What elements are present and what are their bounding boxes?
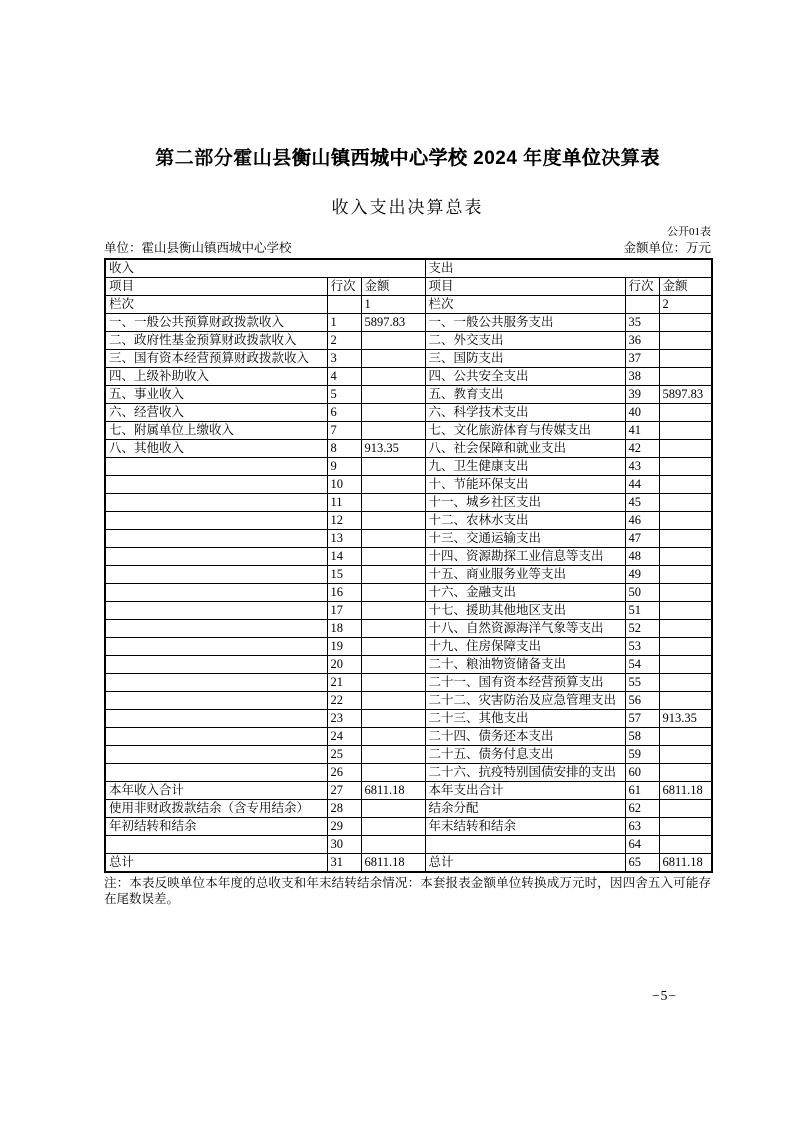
title-segment: 山 (311, 148, 331, 169)
income-amount-cell (361, 584, 425, 602)
form-code: 公开01表 (667, 226, 711, 238)
income-amount-cell (361, 692, 425, 710)
income-expense-table (104, 258, 713, 873)
income-amount-cell: 1 (361, 296, 425, 314)
expense-item-cell: 二十、粮油物资储备支出 (425, 656, 625, 674)
expense-item-cell: 二十五、债务付息支出 (425, 746, 625, 764)
income-line-no-cell: 28 (327, 800, 361, 818)
column-header-row (105, 278, 712, 296)
expense-amount-cell (659, 674, 712, 692)
expense-amount-cell (659, 404, 712, 422)
table-title: 收入支出决算总表 (331, 198, 484, 217)
expense-item-cell: 六、科学技术支出 (425, 404, 625, 422)
expense-amount-cell (659, 314, 712, 332)
expense-amount-cell (659, 548, 712, 566)
expense-amount-cell (659, 512, 712, 530)
expense-item-cell: 结余分配 (425, 800, 625, 818)
income-item-cell: 总计 (105, 854, 327, 873)
income-line-no-cell: 25 (327, 746, 361, 764)
table-row (105, 566, 712, 584)
income-item-cell (105, 638, 327, 656)
table-row (105, 728, 712, 746)
title-segment: 第二部分霍山县 (155, 148, 292, 169)
income-amount-cell (361, 728, 425, 746)
col-header-expense-item: 项目 (425, 278, 625, 296)
income-amount-cell (361, 620, 425, 638)
income-amount-cell (361, 422, 425, 440)
income-line-no-cell: 16 (327, 584, 361, 602)
income-amount-cell (361, 530, 425, 548)
income-line-no-cell: 9 (327, 458, 361, 476)
income-item-cell (105, 656, 327, 674)
income-amount-cell (361, 404, 425, 422)
col-header-income-line-no: 行次 (327, 278, 361, 296)
expense-amount-cell (659, 620, 712, 638)
income-line-no-cell: 27 (327, 782, 361, 800)
expense-item-cell: 二、外交支出 (425, 332, 625, 350)
income-amount-cell (361, 602, 425, 620)
income-item-cell (105, 458, 327, 476)
col-header-expense-amount: 金额 (659, 278, 712, 296)
expense-amount-cell (659, 836, 712, 854)
income-item-cell (105, 836, 327, 854)
expense-item-cell: 十一、城乡社区支出 (425, 494, 625, 512)
expense-line-no-cell: 39 (625, 386, 659, 404)
expense-line-no-cell: 51 (625, 602, 659, 620)
expense-amount-cell: 5897.83 (659, 386, 712, 404)
income-item-cell: 四、上级补助收入 (105, 368, 327, 386)
table-row (105, 584, 712, 602)
expense-line-no-cell: 55 (625, 674, 659, 692)
income-line-no-cell: 2 (327, 332, 361, 350)
income-item-cell (105, 620, 327, 638)
income-amount-cell (361, 800, 425, 818)
expense-amount-cell (659, 818, 712, 836)
expense-item-cell: 十三、交通运输支出 (425, 530, 625, 548)
table-row (105, 692, 712, 710)
table-row (105, 764, 712, 782)
expense-line-no-cell: 52 (625, 620, 659, 638)
income-item-cell: 七、附属单位上缴收入 (105, 422, 327, 440)
expense-item-cell: 十九、住房保障支出 (425, 638, 625, 656)
expense-line-no-cell: 64 (625, 836, 659, 854)
expense-line-no-cell (625, 296, 659, 314)
expense-amount-cell (659, 422, 712, 440)
income-line-no-cell: 14 (327, 548, 361, 566)
title-segment-heavy: 镇西城中心学校 (330, 148, 468, 169)
table-row (105, 422, 712, 440)
income-line-no-cell: 20 (327, 656, 361, 674)
table-row (105, 350, 712, 368)
table-row (105, 836, 712, 854)
title-segment: 2024 年度 (467, 148, 563, 169)
income-item-cell (105, 764, 327, 782)
income-amount-cell (361, 638, 425, 656)
expense-item-cell: 十六、金融支出 (425, 584, 625, 602)
table-row (105, 800, 712, 818)
table-row (105, 458, 712, 476)
expense-item-cell: 本年支出合计 (425, 782, 625, 800)
income-item-cell (105, 494, 327, 512)
expense-section-header: 支出 (425, 259, 712, 278)
income-line-no-cell: 19 (327, 638, 361, 656)
income-amount-cell (361, 566, 425, 584)
income-line-no-cell: 31 (327, 854, 361, 873)
income-amount-cell (361, 818, 425, 836)
income-line-no-cell: 24 (327, 728, 361, 746)
income-item-cell (105, 728, 327, 746)
income-item-cell: 二、政府性基金预算财政拨款收入 (105, 332, 327, 350)
expense-item-cell: 二十一、国有资本经营预算支出 (425, 674, 625, 692)
expense-line-no-cell: 48 (625, 548, 659, 566)
table-row (105, 314, 712, 332)
table-row (105, 638, 712, 656)
table-row (105, 494, 712, 512)
expense-line-no-cell: 49 (625, 566, 659, 584)
table-row (105, 440, 712, 458)
page-number: −5− (652, 988, 677, 1003)
expense-item-cell: 十七、援助其他地区支出 (425, 602, 625, 620)
income-amount-cell (361, 494, 425, 512)
income-line-no-cell: 6 (327, 404, 361, 422)
expense-line-no-cell: 57 (625, 710, 659, 728)
income-line-no-cell: 12 (327, 512, 361, 530)
income-item-cell: 三、国有资本经营预算财政拨款收入 (105, 350, 327, 368)
document-title (104, 147, 711, 171)
expense-item-cell: 二十二、灾害防治及应急管理支出 (425, 692, 625, 710)
table-row (105, 854, 712, 873)
income-line-no-cell: 21 (327, 674, 361, 692)
income-item-cell (105, 530, 327, 548)
title-segment-heavy: 表 (640, 148, 660, 169)
income-item-cell (105, 476, 327, 494)
expense-item-cell: 十八、自然资源海洋气象等支出 (425, 620, 625, 638)
income-line-no-cell: 7 (327, 422, 361, 440)
expense-line-no-cell: 43 (625, 458, 659, 476)
income-line-no-cell: 17 (327, 602, 361, 620)
income-item-cell: 年初结转和结余 (105, 818, 327, 836)
expense-line-no-cell: 63 (625, 818, 659, 836)
income-amount-cell (361, 350, 425, 368)
expense-amount-cell (659, 350, 712, 368)
expense-amount-cell (659, 476, 712, 494)
expense-item-cell: 五、教育支出 (425, 386, 625, 404)
income-item-cell: 使用非财政拨款结余（含专用结余） (105, 800, 327, 818)
table-meta-row (104, 241, 711, 256)
income-amount-cell (361, 836, 425, 854)
income-item-cell (105, 512, 327, 530)
expense-item-cell: 十、节能环保支出 (425, 476, 625, 494)
income-line-no-cell: 10 (327, 476, 361, 494)
income-amount-cell: 6811.18 (361, 854, 425, 873)
income-line-no-cell: 26 (327, 764, 361, 782)
income-line-no-cell: 29 (327, 818, 361, 836)
income-line-no-cell: 1 (327, 314, 361, 332)
expense-item-cell: 九、卫生健康支出 (425, 458, 625, 476)
income-item-cell: 六、经营收入 (105, 404, 327, 422)
table-row (105, 620, 712, 638)
expense-line-no-cell: 47 (625, 530, 659, 548)
table-note: 注：本表反映单位本年度的总收支和年末结转结余情况：本套报表金额单位转换成万元时，因四舍五入可能存在尾数误差。 (104, 876, 711, 906)
table-row (105, 530, 712, 548)
expense-line-no-cell: 58 (625, 728, 659, 746)
expense-item-cell: 年末结转和结余 (425, 818, 625, 836)
table-row (105, 818, 712, 836)
income-amount-cell (361, 710, 425, 728)
unit-label: 单位：霍山县衡山镇西城中心学校 (104, 241, 292, 255)
expense-line-no-cell: 44 (625, 476, 659, 494)
table-row (105, 368, 712, 386)
income-amount-cell (361, 476, 425, 494)
income-line-no-cell: 4 (327, 368, 361, 386)
expense-item-cell: 一、一般公共服务支出 (425, 314, 625, 332)
income-item-cell (105, 674, 327, 692)
expense-amount-cell (659, 692, 712, 710)
income-amount-cell (361, 368, 425, 386)
expense-line-no-cell: 59 (625, 746, 659, 764)
income-amount-cell (361, 656, 425, 674)
income-item-cell (105, 602, 327, 620)
expense-item-cell: 总计 (425, 854, 625, 873)
income-item-cell: 栏次 (105, 296, 327, 314)
expense-line-no-cell: 65 (625, 854, 659, 873)
income-line-no-cell: 23 (327, 710, 361, 728)
expense-amount-cell (659, 458, 712, 476)
table-row (105, 296, 712, 314)
income-amount-cell (361, 548, 425, 566)
title-segment-heavy: 衡 (291, 148, 312, 169)
income-line-no-cell: 8 (327, 440, 361, 458)
col-header-income-amount: 金额 (361, 278, 425, 296)
income-item-cell (105, 746, 327, 764)
expense-amount-cell (659, 440, 712, 458)
expense-item-cell: 栏次 (425, 296, 625, 314)
expense-item-cell: 十五、商业服务业等支出 (425, 566, 625, 584)
expense-amount-cell (659, 728, 712, 746)
expense-line-no-cell: 54 (625, 656, 659, 674)
expense-amount-cell: 6811.18 (659, 782, 712, 800)
table-row (105, 782, 712, 800)
income-line-no-cell: 11 (327, 494, 361, 512)
expense-amount-cell (659, 494, 712, 512)
expense-line-no-cell: 45 (625, 494, 659, 512)
income-section-header: 收入 (105, 259, 425, 278)
expense-line-no-cell: 53 (625, 638, 659, 656)
table-row (105, 404, 712, 422)
expense-item-cell: 十四、资源勘探工业信息等支出 (425, 548, 625, 566)
expense-item-cell: 七、文化旅游体育与传媒支出 (425, 422, 625, 440)
income-line-no-cell: 3 (327, 350, 361, 368)
expense-line-no-cell: 36 (625, 332, 659, 350)
expense-amount-cell (659, 530, 712, 548)
income-line-no-cell: 30 (327, 836, 361, 854)
income-item-cell: 一、一般公共预算财政拨款收入 (105, 314, 327, 332)
table-body (105, 296, 712, 873)
expense-line-no-cell: 38 (625, 368, 659, 386)
expense-amount-cell (659, 746, 712, 764)
table-row (105, 386, 712, 404)
col-header-income-item: 项目 (105, 278, 327, 296)
expense-item-cell: 三、国防支出 (425, 350, 625, 368)
expense-amount-cell: 2 (659, 296, 712, 314)
expense-item-cell: 二十三、其他支出 (425, 710, 625, 728)
income-line-no-cell (327, 296, 361, 314)
table-row (105, 512, 712, 530)
expense-item-cell (425, 836, 625, 854)
expense-item-cell: 四、公共安全支出 (425, 368, 625, 386)
income-item-cell (105, 548, 327, 566)
income-amount-cell (361, 458, 425, 476)
income-item-cell (105, 584, 327, 602)
income-item-cell (105, 566, 327, 584)
expense-line-no-cell: 60 (625, 764, 659, 782)
income-line-no-cell: 5 (327, 386, 361, 404)
income-line-no-cell: 18 (327, 620, 361, 638)
income-item-cell (105, 692, 327, 710)
income-line-no-cell: 22 (327, 692, 361, 710)
section-header-row (105, 259, 712, 278)
expense-amount-cell (659, 566, 712, 584)
income-amount-cell (361, 674, 425, 692)
table-row (105, 548, 712, 566)
income-amount-cell: 6811.18 (361, 782, 425, 800)
table-row (105, 710, 712, 728)
table-row (105, 746, 712, 764)
page-content (104, 0, 711, 907)
expense-amount-cell: 913.35 (659, 710, 712, 728)
income-item-cell: 五、事业收入 (105, 386, 327, 404)
expense-item-cell: 十二、农林水支出 (425, 512, 625, 530)
expense-item-cell: 二十四、债务还本支出 (425, 728, 625, 746)
expense-amount-cell (659, 332, 712, 350)
income-item-cell (105, 710, 327, 728)
income-amount-cell (361, 512, 425, 530)
expense-item-cell: 八、社会保障和就业支出 (425, 440, 625, 458)
table-row (105, 656, 712, 674)
title-segment-heavy: 单位 (562, 148, 602, 169)
expense-line-no-cell: 42 (625, 440, 659, 458)
income-amount-cell (361, 764, 425, 782)
table-row (105, 476, 712, 494)
income-amount-cell: 913.35 (361, 440, 425, 458)
income-amount-cell (361, 332, 425, 350)
expense-amount-cell (659, 368, 712, 386)
expense-line-no-cell: 41 (625, 422, 659, 440)
title-segment: 决算 (601, 148, 641, 169)
amount-unit-label: 金额单位：万元 (623, 241, 711, 255)
income-amount-cell (361, 746, 425, 764)
income-item-cell: 八、其他收入 (105, 440, 327, 458)
col-header-expense-line-no: 行次 (625, 278, 659, 296)
expense-amount-cell (659, 638, 712, 656)
expense-line-no-cell: 56 (625, 692, 659, 710)
income-amount-cell: 5897.83 (361, 314, 425, 332)
table-row (105, 332, 712, 350)
expense-line-no-cell: 61 (625, 782, 659, 800)
table-row (105, 602, 712, 620)
expense-line-no-cell: 62 (625, 800, 659, 818)
income-line-no-cell: 15 (327, 566, 361, 584)
expense-amount-cell (659, 764, 712, 782)
income-line-no-cell: 13 (327, 530, 361, 548)
table-row (105, 674, 712, 692)
income-item-cell: 本年收入合计 (105, 782, 327, 800)
expense-line-no-cell: 37 (625, 350, 659, 368)
expense-amount-cell (659, 602, 712, 620)
expense-item-cell: 二十六、抗疫特别国债安排的支出 (425, 764, 625, 782)
expense-amount-cell: 6811.18 (659, 854, 712, 873)
expense-line-no-cell: 50 (625, 584, 659, 602)
expense-line-no-cell: 46 (625, 512, 659, 530)
income-amount-cell (361, 386, 425, 404)
expense-amount-cell (659, 656, 712, 674)
expense-amount-cell (659, 800, 712, 818)
expense-line-no-cell: 40 (625, 404, 659, 422)
expense-line-no-cell: 35 (625, 314, 659, 332)
expense-amount-cell (659, 584, 712, 602)
